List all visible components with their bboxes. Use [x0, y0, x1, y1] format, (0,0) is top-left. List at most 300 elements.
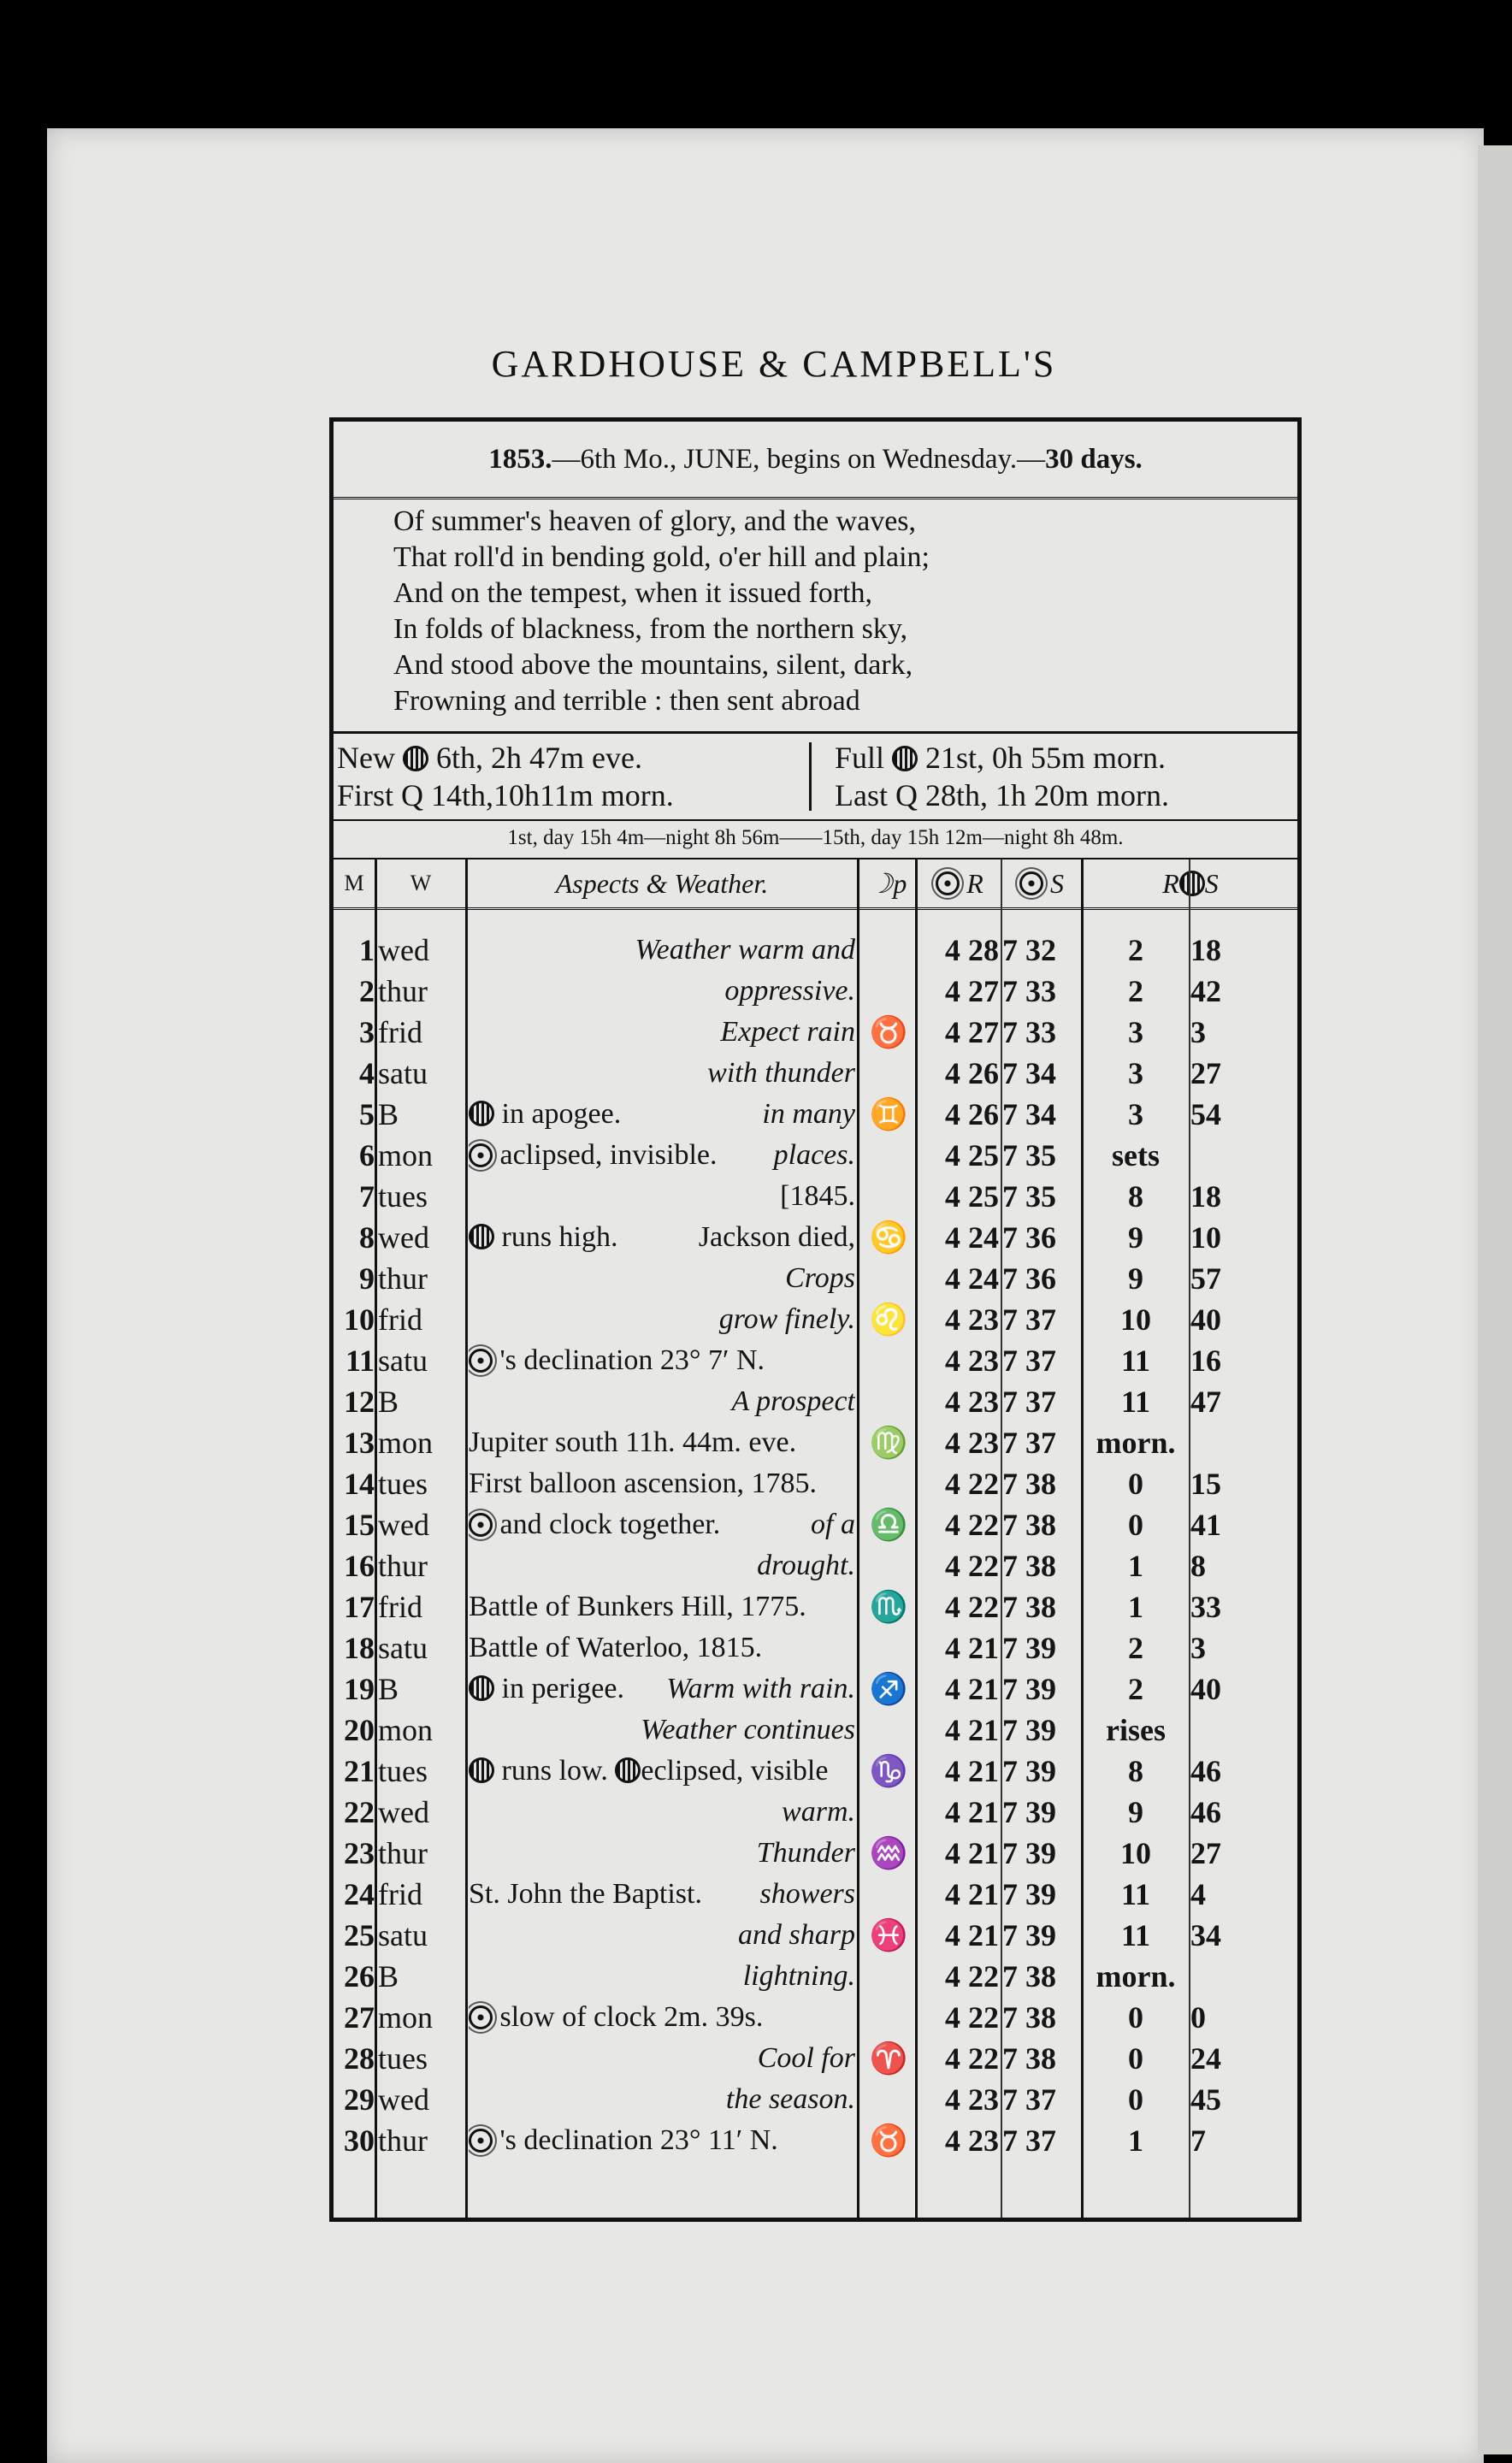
zodiac-sign [864, 1176, 913, 1217]
last-quarter: Last Q 28th, 1h 20m morn. [835, 778, 1169, 812]
poem-line: In folds of blackness, from the northern sky, [393, 613, 908, 645]
col-m: M [344, 871, 364, 895]
weekday: frid [378, 1590, 422, 1624]
table-header [334, 859, 1297, 910]
moon-rise-set-h: 11 [1120, 1344, 1150, 1378]
poem-line: Frowning and terrible : then sent abroad [393, 685, 860, 717]
aspect-text [469, 1792, 855, 1833]
aspect-fragment: and clock together. [499, 1509, 721, 1540]
moon-icon [469, 1675, 494, 1701]
sun-icon [469, 2005, 493, 2029]
aspect-text [469, 1710, 855, 1751]
aspect-fragment: [1845. [780, 1180, 855, 1212]
new-moon: New 6th, 2h 47m eve. [337, 741, 642, 775]
moon-rise-set-h: 2 [1128, 1631, 1143, 1665]
weekday: mon [378, 1713, 434, 1747]
table-row [334, 971, 1297, 1012]
sun-set: 7 39 [1002, 1795, 1056, 1829]
first-quarter: First Q 14th,10h11m morn. [337, 778, 674, 812]
poem-line: Of summer's heaven of glory, and the waves, [393, 505, 917, 537]
sun-icon [469, 1513, 493, 1537]
moon-rise-set-h: 8 [1128, 1179, 1143, 1214]
sun-icon [469, 1143, 493, 1167]
zodiac-sign [864, 1258, 913, 1299]
moon-rise-set-m: 0 [1190, 2000, 1206, 2035]
weekday: frid [378, 1302, 422, 1337]
table-row [334, 1094, 1297, 1135]
sun-set: 7 38 [1002, 1508, 1056, 1542]
weekday: frid [378, 1015, 422, 1049]
col-sun-rise: R [918, 859, 1001, 907]
weekday: thur [378, 2123, 428, 2158]
aspect-text [469, 1504, 855, 1545]
moon-rise-set-h: 2 [1128, 974, 1143, 1008]
table-row [334, 1463, 1297, 1504]
table-row [334, 1710, 1297, 1751]
aspect-fragment: 's declination 23° 11′ N. [499, 2124, 778, 2156]
table-row [334, 1176, 1297, 1217]
day-of-month: 1 [359, 933, 375, 967]
sun-rise: 4 23 [945, 1302, 999, 1337]
aspect-text [469, 1997, 855, 2038]
moon-rise-set-h: rises [1106, 1713, 1166, 1747]
zodiac-sign: ♊ [869, 1097, 908, 1131]
moon-rise-set-m: 27 [1190, 1836, 1221, 1870]
sun-set: 7 33 [1002, 1015, 1056, 1049]
moon-rise-set-h: 10 [1120, 1302, 1151, 1337]
sun-rise: 4 28 [945, 933, 999, 967]
moon-rise-set-m: 24 [1190, 2041, 1221, 2076]
aspect-tail: of a [811, 1509, 855, 1540]
sun-rise: 4 22 [945, 1590, 999, 1624]
aspect-fragment: Expect rain [720, 1016, 855, 1048]
weekday: satu [378, 1344, 428, 1378]
day-of-month: 22 [344, 1795, 375, 1829]
sun-set: 7 39 [1002, 1754, 1056, 1788]
next-page-edge [1478, 145, 1512, 2454]
zodiac-sign [864, 1381, 913, 1422]
zodiac-sign [864, 1956, 913, 1997]
aspect-text [469, 1176, 855, 1217]
moon-rise-set-h: morn. [1096, 1426, 1176, 1460]
sun-set: 7 35 [1002, 1179, 1056, 1214]
sun-set: 7 33 [1002, 974, 1056, 1008]
weekday: mon [378, 1138, 434, 1172]
moon-rise-set-h: 1 [1128, 1549, 1143, 1583]
sun-rise: 4 22 [945, 1959, 999, 1993]
moon-rise-set-m: 47 [1190, 1385, 1221, 1419]
moon-rise-set-h: 11 [1120, 1385, 1150, 1419]
weekday: satu [378, 1918, 428, 1952]
moon-rise-set-m: 10 [1190, 1220, 1221, 1255]
moon-rise-set-h: 1 [1128, 2123, 1143, 2158]
zodiac-sign: ♉ [869, 1015, 908, 1049]
sun-set: 7 36 [1002, 1261, 1056, 1296]
sun-rise: 4 23 [945, 2123, 999, 2158]
moon-rise-set-m [1190, 1710, 1297, 1751]
zodiac-sign: ♐ [869, 1672, 908, 1706]
day-of-month: 25 [344, 1918, 375, 1952]
sun-rise: 4 22 [945, 1549, 999, 1583]
weekday: tues [378, 1179, 428, 1214]
table-row [334, 930, 1297, 971]
moon-rise-set-m: 57 [1190, 1261, 1221, 1296]
zodiac-sign: ♑ [869, 1754, 908, 1788]
moon-rise-set-h: 2 [1128, 933, 1143, 967]
aspect-text [469, 1381, 855, 1422]
day-of-month: 20 [344, 1713, 375, 1747]
aspect-fragment: Thunder [756, 1837, 855, 1869]
day-of-month: 7 [359, 1179, 375, 1214]
day-of-month: 12 [344, 1385, 375, 1419]
aspect-fragment: Battle of Waterloo, 1815. [469, 1632, 763, 1663]
zodiac-sign [864, 1463, 913, 1504]
weekday: thur [378, 974, 428, 1008]
aspect-text [469, 1053, 855, 1094]
moon-rise-set-h: 1 [1128, 1590, 1143, 1624]
zodiac-sign [864, 1627, 913, 1669]
table-row [334, 1751, 1297, 1792]
sun-rise: 4 25 [945, 1179, 999, 1214]
aspect-fragment: Battle of Bunkers Hill, 1775. [469, 1591, 806, 1622]
moon-rise-set-m: 40 [1190, 1672, 1221, 1706]
aspect-fragment: in perigee. [501, 1673, 624, 1704]
sun-set: 7 38 [1002, 2041, 1056, 2076]
moon-rise-set-h: 0 [1128, 1508, 1143, 1542]
moon-rise-set-m: 41 [1190, 1508, 1221, 1542]
aspect-fragment: 's declination 23° 7′ N. [499, 1344, 765, 1376]
day-of-month: 8 [359, 1220, 375, 1255]
zodiac-sign [864, 1340, 913, 1381]
day-of-month: 19 [344, 1672, 375, 1706]
aspect-text [469, 1135, 855, 1176]
aspect-tail: in many [762, 1098, 855, 1130]
zodiac-sign [864, 1997, 913, 2038]
poem-line: And stood above the mountains, silent, dark, [393, 649, 913, 681]
moon-rise-set-h: 3 [1128, 1097, 1143, 1131]
table-row [334, 1586, 1297, 1627]
aspect-fragment: Jupiter south 11h. 44m. eve. [469, 1426, 797, 1458]
aspect-fragment: A prospect [731, 1385, 855, 1417]
sun-icon [469, 1349, 493, 1373]
sun-rise: 4 21 [945, 1713, 999, 1747]
sun-set: 7 39 [1002, 1672, 1056, 1706]
zodiac-sign [864, 1545, 913, 1586]
title-days: 30 days. [1045, 443, 1143, 475]
table-row [334, 1258, 1297, 1299]
sun-rise: 4 27 [945, 974, 999, 1008]
table-row [334, 1217, 1297, 1258]
aspect-text [469, 1463, 855, 1504]
weekday: wed [378, 933, 429, 967]
table-row [334, 1792, 1297, 1833]
moon-rise-set-h: 3 [1128, 1015, 1143, 1049]
aspect-text [469, 1258, 855, 1299]
zodiac-sign: ♉ [869, 2123, 908, 2158]
weekday: thur [378, 1261, 428, 1296]
moon-rise-set-h: 11 [1120, 1877, 1150, 1911]
sun-rise: 4 26 [945, 1097, 999, 1131]
weekday: thur [378, 1836, 428, 1870]
sun-set: 7 34 [1002, 1056, 1056, 1090]
col-sun-set: S [1002, 859, 1081, 907]
zodiac-sign [864, 1874, 913, 1915]
poem [393, 504, 1280, 719]
weekday: thur [378, 1549, 428, 1583]
moon-rise-set-m: 7 [1190, 2123, 1206, 2158]
aspect-fragment: in apogee. [501, 1098, 622, 1130]
weekday: mon [378, 1426, 434, 1460]
col-w: W [410, 871, 432, 895]
moon-rise-set-h: sets [1112, 1138, 1160, 1172]
weekday: satu [378, 1631, 428, 1665]
moon-rise-set-m: 18 [1190, 1179, 1221, 1214]
moon-rise-set-m: 42 [1190, 974, 1221, 1008]
moon-rise-set-h: morn. [1096, 1959, 1176, 1993]
sun-set: 7 39 [1002, 1713, 1056, 1747]
moon-rise-set-m: 54 [1190, 1097, 1221, 1131]
moon-rise-set-h: 0 [1128, 1467, 1143, 1501]
weekday: B [378, 1959, 399, 1993]
sun-set: 7 37 [1002, 1426, 1056, 1460]
aspect-tail: places. [773, 1139, 855, 1171]
zodiac-sign: ♏ [869, 1590, 908, 1624]
aspect-text [469, 1094, 855, 1135]
aspect-fragment: and sharp [738, 1919, 855, 1951]
table-row [334, 1997, 1297, 2038]
sun-set: 7 39 [1002, 1918, 1056, 1952]
weekday: B [378, 1672, 399, 1706]
aspect-tail: Warm with rain. [666, 1673, 855, 1704]
poem-line: And on the tempest, when it issued forth, [393, 577, 872, 609]
sun-icon [1019, 871, 1043, 895]
moon-rise-set-m: 34 [1190, 1918, 1221, 1952]
aspect-fragment: First balloon ascension, 1785. [469, 1468, 818, 1499]
aspect-fragment: runs low. [501, 1755, 608, 1787]
sun-rise: 4 23 [945, 1426, 999, 1460]
zodiac-sign: ♓ [869, 1918, 908, 1952]
moon-rise-set-m: 33 [1190, 1590, 1221, 1624]
sun-set: 7 37 [1002, 1344, 1056, 1378]
aspect-text [469, 2038, 855, 2079]
weekday: wed [378, 1795, 429, 1829]
weekday: wed [378, 1220, 429, 1255]
sun-rise: 4 24 [945, 1261, 999, 1296]
sun-set: 7 37 [1002, 2082, 1056, 2117]
title-year: 1853. [488, 443, 552, 475]
day-of-month: 4 [359, 1056, 375, 1090]
weekday: tues [378, 2041, 428, 2076]
moon-rise-set-h: 9 [1128, 1220, 1143, 1255]
aspect-text [469, 1915, 855, 1956]
weekday: tues [378, 1754, 428, 1788]
day-of-month: 26 [344, 1959, 375, 1993]
aspect-fragment: with thunder [707, 1057, 855, 1089]
sun-set: 7 36 [1002, 1220, 1056, 1255]
new-moon-icon [403, 746, 428, 771]
sun-set: 7 39 [1002, 1836, 1056, 1870]
table-row [334, 2038, 1297, 2079]
moon-icon [1179, 871, 1205, 896]
table-row [334, 1545, 1297, 1586]
sun-icon [469, 2129, 493, 2153]
col-aspects: Aspects & Weather. [555, 867, 769, 899]
sun-rise: 4 22 [945, 2000, 999, 2035]
sun-rise: 4 23 [945, 1385, 999, 1419]
aspect-text [469, 1956, 855, 1997]
moon-rise-set-m: 27 [1190, 1056, 1221, 1090]
sun-rise: 4 25 [945, 1138, 999, 1172]
table-row [334, 1874, 1297, 1915]
zodiac-sign [864, 1135, 913, 1176]
table-row [334, 1833, 1297, 1874]
table-row [334, 1915, 1297, 1956]
day-of-month: 6 [359, 1138, 375, 1172]
moon-rise-set-m [1190, 1956, 1297, 1997]
moon-rise-set-m: 46 [1190, 1754, 1221, 1788]
moon-rise-set-h: 9 [1128, 1795, 1143, 1829]
moon-divider [809, 742, 812, 811]
moon-rise-set-m: 18 [1190, 933, 1221, 967]
zodiac-sign [864, 1710, 913, 1751]
sun-rise: 4 22 [945, 1508, 999, 1542]
zodiac-sign [864, 1053, 913, 1094]
aspect-fragment: grow finely. [718, 1303, 855, 1335]
moon-rise-set-m: 46 [1190, 1795, 1221, 1829]
aspect-fragment: drought. [757, 1550, 855, 1581]
sun-rise: 4 24 [945, 1220, 999, 1255]
moon-rise-set-m [1190, 1422, 1297, 1463]
day-of-month: 11 [345, 1344, 375, 1378]
day-of-month: 13 [344, 1426, 375, 1460]
table-row [334, 2079, 1297, 2120]
table-row [334, 1422, 1297, 1463]
table-row [334, 1669, 1297, 1710]
zodiac-sign: ♍ [869, 1426, 908, 1460]
day-length: 1st, day 15h 4m—night 8h 56m——15th, day 15h 12m—night 8h 48m. [334, 818, 1297, 859]
weekday: B [378, 1385, 399, 1419]
day-of-month: 21 [344, 1754, 375, 1788]
moon-rise-set-m: 15 [1190, 1467, 1221, 1501]
sun-set: 7 39 [1002, 1631, 1056, 1665]
day-of-month: 9 [359, 1261, 375, 1296]
moon-icon [469, 1101, 494, 1126]
aspect-fragment: Weather continues [641, 1714, 855, 1745]
aspect-fragment: the season. [725, 2083, 855, 2115]
zodiac-sign: ♈ [869, 2041, 908, 2076]
zodiac-sign: ♎ [869, 1508, 908, 1542]
moon-rise-set-h: 10 [1120, 1836, 1151, 1870]
weekday: B [378, 1097, 399, 1131]
day-of-month: 23 [344, 1836, 375, 1870]
sun-set: 7 34 [1002, 1097, 1056, 1131]
moon-icon [615, 1757, 641, 1783]
zodiac-sign [864, 930, 913, 971]
zodiac-sign [864, 2079, 913, 2120]
day-of-month: 14 [344, 1467, 375, 1501]
day-of-month: 2 [359, 974, 375, 1008]
aspect-fragment: St. John the Baptist. [469, 1878, 702, 1910]
aspect-fragment: Weather warm and [635, 934, 855, 966]
moon-rise-set-m: 40 [1190, 1302, 1221, 1337]
table-row [334, 1299, 1297, 1340]
zodiac-sign: ♌ [869, 1302, 908, 1337]
moon-rise-set-h: 8 [1128, 1754, 1143, 1788]
col-moon-rises-sets: R S [1162, 867, 1219, 899]
aspect-text [469, 930, 855, 971]
aspect-fragment: warm. [782, 1796, 855, 1828]
aspect-text [469, 2120, 855, 2161]
aspect-text [469, 971, 855, 1012]
sun-rise: 4 23 [945, 1344, 999, 1378]
aspect-text [469, 1627, 855, 1669]
sun-rise: 4 21 [945, 1672, 999, 1706]
moon-rise-set-m [1190, 1135, 1297, 1176]
moon-rise-set-h: 0 [1128, 2000, 1143, 2035]
sun-icon [936, 871, 960, 895]
full-moon: Full 21st, 0h 55m morn. [835, 741, 1166, 775]
weekday: wed [378, 2082, 429, 2117]
weekday: frid [378, 1877, 422, 1911]
table-row [334, 2120, 1297, 2161]
day-of-month: 29 [344, 2082, 375, 2117]
aspect-text [469, 1669, 855, 1710]
col-moon-place: ☽p [868, 868, 907, 899]
sun-set: 7 38 [1002, 1549, 1056, 1583]
moon-rise-set-h: 0 [1128, 2041, 1143, 2076]
aspect-fragment: lightning. [742, 1960, 855, 1992]
aspect-text [469, 1833, 855, 1874]
sun-set: 7 32 [1002, 933, 1056, 967]
moon-rise-set-h: 9 [1128, 1261, 1143, 1296]
aspect-text [469, 1545, 855, 1586]
sun-rise: 4 21 [945, 1631, 999, 1665]
table-row [334, 1012, 1297, 1053]
day-of-month: 27 [344, 2000, 375, 2035]
day-of-month: 5 [359, 1097, 375, 1131]
sun-set: 7 38 [1002, 1590, 1056, 1624]
sun-set: 7 39 [1002, 1877, 1056, 1911]
sun-set: 7 38 [1002, 2000, 1056, 2035]
month-title [334, 422, 1297, 499]
sun-rise: 4 21 [945, 1918, 999, 1952]
moon-phases [334, 731, 1297, 821]
aspect-fragment: Crops [785, 1262, 855, 1294]
zodiac-sign: ♋ [869, 1220, 908, 1255]
table-row [334, 1504, 1297, 1545]
day-of-month: 28 [344, 2041, 375, 2076]
moon-rise-set-h: 3 [1128, 1056, 1143, 1090]
poem-line: That roll'd in bending gold, o'er hill and plain; [393, 541, 930, 573]
moon-rise-set-m: 16 [1190, 1344, 1221, 1378]
aspect-tail: Jackson died, [698, 1221, 855, 1253]
table-row [334, 1135, 1297, 1176]
sun-rise: 4 27 [945, 1015, 999, 1049]
sun-set: 7 38 [1002, 1959, 1056, 1993]
aspect-text [469, 1422, 855, 1463]
day-of-month: 30 [344, 2123, 375, 2158]
aspect-text [469, 2079, 855, 2120]
moon-rise-set-m: 3 [1190, 1015, 1206, 1049]
sun-rise: 4 22 [945, 1467, 999, 1501]
day-of-month: 24 [344, 1877, 375, 1911]
sun-rise: 4 21 [945, 1795, 999, 1829]
sun-rise: 4 21 [945, 1754, 999, 1788]
sun-rise: 4 23 [945, 2082, 999, 2117]
sun-rise: 4 21 [945, 1877, 999, 1911]
moon-rise-set-m: 8 [1190, 1549, 1206, 1583]
moon-rise-set-m: 4 [1190, 1877, 1206, 1911]
